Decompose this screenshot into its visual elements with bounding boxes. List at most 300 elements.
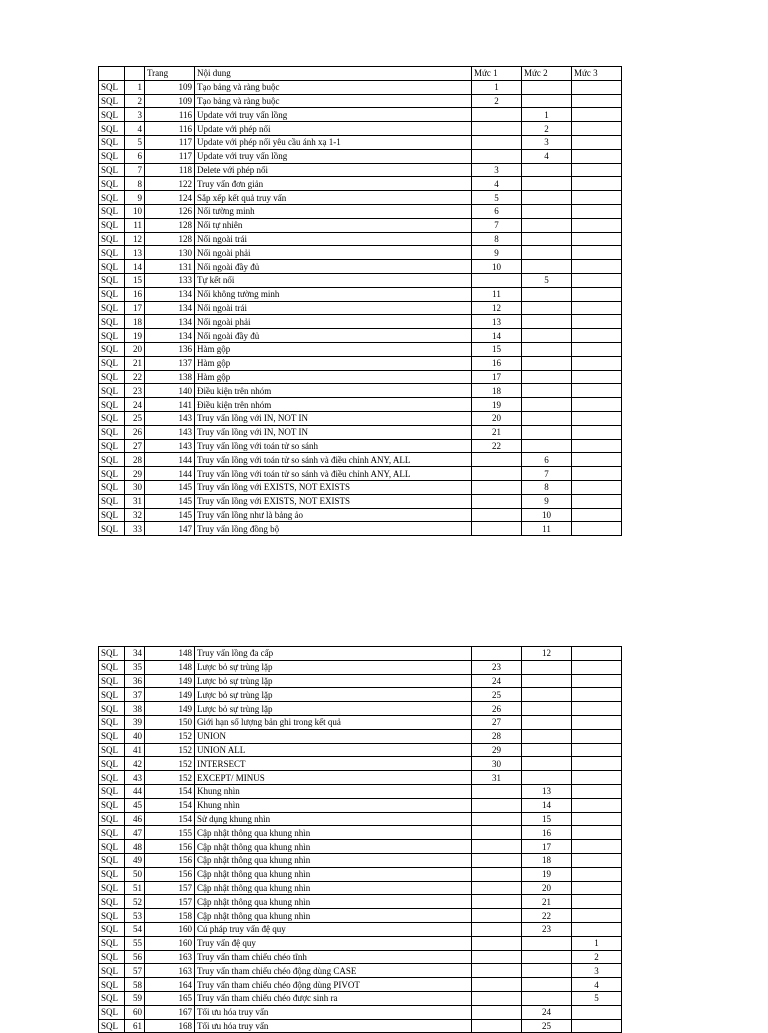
cell-sql: SQL bbox=[99, 798, 125, 812]
cell-sql: SQL bbox=[99, 177, 125, 191]
cell-level-1: 26 bbox=[472, 702, 522, 716]
cell-page: 143 bbox=[145, 411, 195, 425]
cell-level-3 bbox=[572, 384, 622, 398]
cell-sql: SQL bbox=[99, 674, 125, 688]
cell-level-1: 30 bbox=[472, 757, 522, 771]
cell-number: 50 bbox=[125, 867, 145, 881]
cell-level-2: 14 bbox=[522, 798, 572, 812]
cell-level-3: 5 bbox=[572, 991, 622, 1005]
cell-level-1 bbox=[472, 149, 522, 163]
cell-sql: SQL bbox=[99, 384, 125, 398]
cell-level-2 bbox=[522, 757, 572, 771]
cell-level-3 bbox=[572, 522, 622, 536]
cell-level-3 bbox=[572, 1019, 622, 1033]
cell-level-2 bbox=[522, 246, 572, 260]
cell-page: 158 bbox=[145, 909, 195, 923]
cell-content: Truy vấn lồng với IN, NOT IN bbox=[195, 425, 472, 439]
cell-level-1 bbox=[472, 867, 522, 881]
table-row bbox=[99, 798, 622, 812]
cell-page: 145 bbox=[145, 480, 195, 494]
cell-page: 126 bbox=[145, 204, 195, 218]
cell-content: Lược bỏ sự trùng lặp bbox=[195, 688, 472, 702]
cell-level-3 bbox=[572, 798, 622, 812]
cell-level-1 bbox=[472, 840, 522, 854]
cell-sql: SQL bbox=[99, 246, 125, 260]
cell-content: Hàm gộp bbox=[195, 370, 472, 384]
cell-level-3 bbox=[572, 508, 622, 522]
cell-content: Cú pháp truy vấn đệ quy bbox=[195, 922, 472, 936]
cell-content: Truy vấn lồng với toán tử so sánh và điều chỉnh ANY, ALL bbox=[195, 453, 472, 467]
table-row bbox=[99, 122, 622, 136]
cell-sql: SQL bbox=[99, 508, 125, 522]
cell-page: 117 bbox=[145, 149, 195, 163]
cell-page: 130 bbox=[145, 246, 195, 260]
cell-content: Truy vấn lồng với EXISTS, NOT EXISTS bbox=[195, 494, 472, 508]
cell-level-3 bbox=[572, 398, 622, 412]
cell-content: Tạo bảng và ràng buộc bbox=[195, 80, 472, 94]
cell-level-1 bbox=[472, 1005, 522, 1019]
table-row bbox=[99, 895, 622, 909]
cell-number: 42 bbox=[125, 757, 145, 771]
cell-page: 134 bbox=[145, 315, 195, 329]
cell-number: 41 bbox=[125, 743, 145, 757]
cell-number: 36 bbox=[125, 674, 145, 688]
cell-number: 23 bbox=[125, 384, 145, 398]
cell-level-3 bbox=[572, 702, 622, 716]
cell-level-3 bbox=[572, 771, 622, 785]
cell-page: 145 bbox=[145, 494, 195, 508]
cell-level-2 bbox=[522, 936, 572, 950]
cell-level-3 bbox=[572, 315, 622, 329]
cell-sql: SQL bbox=[99, 991, 125, 1005]
cell-level-1: 14 bbox=[472, 329, 522, 343]
cell-sql: SQL bbox=[99, 370, 125, 384]
table-row bbox=[99, 163, 622, 177]
cell-level-1: 24 bbox=[472, 674, 522, 688]
cell-level-1: 21 bbox=[472, 425, 522, 439]
cell-content: Hàm gộp bbox=[195, 356, 472, 370]
table-row bbox=[99, 729, 622, 743]
cell-page: 156 bbox=[145, 853, 195, 867]
cell-page: 136 bbox=[145, 342, 195, 356]
cell-content: Nối ngoài đầy đủ bbox=[195, 260, 472, 274]
cell-sql: SQL bbox=[99, 936, 125, 950]
table-row bbox=[99, 108, 622, 122]
table-row bbox=[99, 771, 622, 785]
cell-sql: SQL bbox=[99, 329, 125, 343]
table-row bbox=[99, 978, 622, 992]
cell-level-3 bbox=[572, 356, 622, 370]
header-row bbox=[99, 67, 622, 81]
cell-level-3 bbox=[572, 191, 622, 205]
cell-level-3 bbox=[572, 94, 622, 108]
cell-sql: SQL bbox=[99, 784, 125, 798]
cell-level-2: 8 bbox=[522, 480, 572, 494]
cell-level-1: 6 bbox=[472, 204, 522, 218]
cell-level-1: 28 bbox=[472, 729, 522, 743]
cell-level-3 bbox=[572, 163, 622, 177]
cell-page: 109 bbox=[145, 94, 195, 108]
cell-level-3 bbox=[572, 812, 622, 826]
cell-content: Delete với phép nối bbox=[195, 163, 472, 177]
cell-level-2 bbox=[522, 329, 572, 343]
cell-level-3 bbox=[572, 840, 622, 854]
cell-number: 43 bbox=[125, 771, 145, 785]
cell-level-2 bbox=[522, 356, 572, 370]
cell-sql: SQL bbox=[99, 964, 125, 978]
cell-level-1 bbox=[472, 122, 522, 136]
cell-level-2 bbox=[522, 439, 572, 453]
cell-number: 51 bbox=[125, 881, 145, 895]
cell-sql: SQL bbox=[99, 232, 125, 246]
table-row bbox=[99, 218, 622, 232]
cell-level-1: 20 bbox=[472, 411, 522, 425]
cell-content: Truy vấn lồng với toán tử so sánh bbox=[195, 439, 472, 453]
table-row bbox=[99, 715, 622, 729]
cell-content: Khung nhìn bbox=[195, 784, 472, 798]
cell-number: 30 bbox=[125, 480, 145, 494]
cell-level-2 bbox=[522, 425, 572, 439]
cell-level-3 bbox=[572, 647, 622, 661]
table-row bbox=[99, 273, 622, 287]
table-row bbox=[99, 177, 622, 191]
table-row bbox=[99, 329, 622, 343]
cell-page: 148 bbox=[145, 647, 195, 661]
cell-content: Điều kiện trên nhóm bbox=[195, 384, 472, 398]
cell-number: 61 bbox=[125, 1019, 145, 1033]
cell-level-2: 6 bbox=[522, 453, 572, 467]
cell-sql: SQL bbox=[99, 978, 125, 992]
cell-number: 44 bbox=[125, 784, 145, 798]
cell-level-1 bbox=[472, 480, 522, 494]
table-row bbox=[99, 453, 622, 467]
cell-level-1: 12 bbox=[472, 301, 522, 315]
cell-sql: SQL bbox=[99, 453, 125, 467]
cell-sql: SQL bbox=[99, 647, 125, 661]
cell-level-1 bbox=[472, 1019, 522, 1033]
table-row bbox=[99, 246, 622, 260]
cell-level-1 bbox=[472, 922, 522, 936]
table-row bbox=[99, 494, 622, 508]
table-row bbox=[99, 149, 622, 163]
cell-content: Truy vấn lồng với EXISTS, NOT EXISTS bbox=[195, 480, 472, 494]
cell-level-2: 4 bbox=[522, 149, 572, 163]
table-row bbox=[99, 204, 622, 218]
cell-sql: SQL bbox=[99, 881, 125, 895]
cell-page: 116 bbox=[145, 108, 195, 122]
cell-level-3 bbox=[572, 329, 622, 343]
cell-level-3 bbox=[572, 439, 622, 453]
cell-content: INTERSECT bbox=[195, 757, 472, 771]
cell-number: 7 bbox=[125, 163, 145, 177]
cell-page: 137 bbox=[145, 356, 195, 370]
table-row bbox=[99, 660, 622, 674]
cell-number: 49 bbox=[125, 853, 145, 867]
cell-number: 57 bbox=[125, 964, 145, 978]
cell-page: 152 bbox=[145, 743, 195, 757]
cell-page: 122 bbox=[145, 177, 195, 191]
cell-level-3 bbox=[572, 715, 622, 729]
cell-level-1 bbox=[472, 853, 522, 867]
cell-sql: SQL bbox=[99, 398, 125, 412]
cell-sql: SQL bbox=[99, 688, 125, 702]
cell-content: Truy vấn tham chiếu chéo tĩnh bbox=[195, 950, 472, 964]
cell-sql: SQL bbox=[99, 1019, 125, 1033]
cell-page: 148 bbox=[145, 660, 195, 674]
cell-level-3 bbox=[572, 922, 622, 936]
cell-level-2 bbox=[522, 260, 572, 274]
cell-number: 32 bbox=[125, 508, 145, 522]
cell-number: 11 bbox=[125, 218, 145, 232]
cell-level-1: 23 bbox=[472, 660, 522, 674]
cell-sql: SQL bbox=[99, 315, 125, 329]
cell-page: 149 bbox=[145, 688, 195, 702]
cell-number: 3 bbox=[125, 108, 145, 122]
cell-sql: SQL bbox=[99, 702, 125, 716]
cell-level-1: 3 bbox=[472, 163, 522, 177]
cell-page: 165 bbox=[145, 991, 195, 1005]
cell-sql: SQL bbox=[99, 425, 125, 439]
cell-level-2: 16 bbox=[522, 826, 572, 840]
cell-sql: SQL bbox=[99, 757, 125, 771]
cell-sql: SQL bbox=[99, 163, 125, 177]
exercise-table-part-1 bbox=[98, 66, 622, 536]
cell-content: Nối ngoài đầy đủ bbox=[195, 329, 472, 343]
cell-content: UNION ALL bbox=[195, 743, 472, 757]
cell-level-2 bbox=[522, 688, 572, 702]
cell-sql: SQL bbox=[99, 840, 125, 854]
table-row bbox=[99, 301, 622, 315]
table-row bbox=[99, 812, 622, 826]
cell-level-3 bbox=[572, 246, 622, 260]
cell-level-3 bbox=[572, 232, 622, 246]
cell-page: 157 bbox=[145, 881, 195, 895]
cell-page: 134 bbox=[145, 329, 195, 343]
cell-content: Tự kết nối bbox=[195, 273, 472, 287]
cell-sql: SQL bbox=[99, 771, 125, 785]
cell-level-3 bbox=[572, 370, 622, 384]
table-row bbox=[99, 480, 622, 494]
cell-level-1 bbox=[472, 108, 522, 122]
cell-level-3 bbox=[572, 467, 622, 481]
cell-level-3 bbox=[572, 784, 622, 798]
cell-number: 20 bbox=[125, 342, 145, 356]
cell-page: 144 bbox=[145, 453, 195, 467]
cell-number: 45 bbox=[125, 798, 145, 812]
cell-level-1 bbox=[472, 453, 522, 467]
cell-level-2 bbox=[522, 715, 572, 729]
cell-page: 128 bbox=[145, 232, 195, 246]
cell-level-2: 2 bbox=[522, 122, 572, 136]
cell-level-2 bbox=[522, 702, 572, 716]
cell-page: 133 bbox=[145, 273, 195, 287]
table-row bbox=[99, 260, 622, 274]
cell-level-2 bbox=[522, 674, 572, 688]
cell-number: 19 bbox=[125, 329, 145, 343]
cell-level-1 bbox=[472, 895, 522, 909]
cell-content: Cập nhật thông qua khung nhìn bbox=[195, 840, 472, 854]
cell-content: Lược bỏ sự trùng lặp bbox=[195, 674, 472, 688]
cell-sql: SQL bbox=[99, 950, 125, 964]
cell-sql: SQL bbox=[99, 122, 125, 136]
cell-level-2: 3 bbox=[522, 135, 572, 149]
cell-number: 18 bbox=[125, 315, 145, 329]
cell-content: Nối ngoài trái bbox=[195, 232, 472, 246]
cell-level-2 bbox=[522, 218, 572, 232]
cell-sql: SQL bbox=[99, 260, 125, 274]
cell-page: 157 bbox=[145, 895, 195, 909]
table-row bbox=[99, 384, 622, 398]
cell-level-3 bbox=[572, 480, 622, 494]
cell-sql: SQL bbox=[99, 356, 125, 370]
cell-sql: SQL bbox=[99, 301, 125, 315]
cell-sql: SQL bbox=[99, 922, 125, 936]
cell-number: 17 bbox=[125, 301, 145, 315]
cell-level-2 bbox=[522, 384, 572, 398]
cell-content: Khung nhìn bbox=[195, 798, 472, 812]
cell-level-3: 4 bbox=[572, 978, 622, 992]
cell-page: 109 bbox=[145, 80, 195, 94]
table-row bbox=[99, 647, 622, 661]
cell-page: 143 bbox=[145, 439, 195, 453]
cell-sql: SQL bbox=[99, 108, 125, 122]
cell-level-2 bbox=[522, 163, 572, 177]
cell-page: 152 bbox=[145, 771, 195, 785]
cell-level-2: 19 bbox=[522, 867, 572, 881]
cell-sql: SQL bbox=[99, 494, 125, 508]
cell-level-1 bbox=[472, 647, 522, 661]
cell-level-3 bbox=[572, 273, 622, 287]
cell-level-3 bbox=[572, 494, 622, 508]
cell-page: 163 bbox=[145, 964, 195, 978]
table-row bbox=[99, 909, 622, 923]
cell-level-2 bbox=[522, 94, 572, 108]
table-row bbox=[99, 411, 622, 425]
table-row bbox=[99, 191, 622, 205]
table-row bbox=[99, 232, 622, 246]
cell-content: Điều kiện trên nhóm bbox=[195, 398, 472, 412]
cell-level-1: 7 bbox=[472, 218, 522, 232]
cell-number: 31 bbox=[125, 494, 145, 508]
cell-level-3 bbox=[572, 826, 622, 840]
cell-number: 24 bbox=[125, 398, 145, 412]
cell-content: Nối ngoài trái bbox=[195, 301, 472, 315]
cell-number: 4 bbox=[125, 122, 145, 136]
table-row bbox=[99, 80, 622, 94]
cell-level-3 bbox=[572, 867, 622, 881]
table-row bbox=[99, 757, 622, 771]
table-row bbox=[99, 398, 622, 412]
cell-number: 25 bbox=[125, 411, 145, 425]
cell-level-2: 10 bbox=[522, 508, 572, 522]
cell-page: 147 bbox=[145, 522, 195, 536]
cell-content: Cập nhật thông qua khung nhìn bbox=[195, 867, 472, 881]
cell-level-2 bbox=[522, 301, 572, 315]
cell-sql: SQL bbox=[99, 853, 125, 867]
cell-level-1 bbox=[472, 991, 522, 1005]
table-row bbox=[99, 964, 622, 978]
table-row bbox=[99, 936, 622, 950]
table-row bbox=[99, 1005, 622, 1019]
cell-level-2: 23 bbox=[522, 922, 572, 936]
cell-content: Nối ngoài phải bbox=[195, 315, 472, 329]
cell-level-1 bbox=[472, 467, 522, 481]
table-row bbox=[99, 922, 622, 936]
cell-level-3: 3 bbox=[572, 964, 622, 978]
cell-level-3 bbox=[572, 853, 622, 867]
table-row bbox=[99, 853, 622, 867]
cell-number: 53 bbox=[125, 909, 145, 923]
cell-number: 54 bbox=[125, 922, 145, 936]
cell-level-1: 10 bbox=[472, 260, 522, 274]
cell-page: 163 bbox=[145, 950, 195, 964]
cell-level-2: 25 bbox=[522, 1019, 572, 1033]
cell-number: 39 bbox=[125, 715, 145, 729]
cell-number: 56 bbox=[125, 950, 145, 964]
cell-sql: SQL bbox=[99, 135, 125, 149]
cell-level-1 bbox=[472, 950, 522, 964]
cell-level-1 bbox=[472, 881, 522, 895]
cell-level-2 bbox=[522, 177, 572, 191]
cell-level-3 bbox=[572, 80, 622, 94]
cell-number: 16 bbox=[125, 287, 145, 301]
cell-level-1: 25 bbox=[472, 688, 522, 702]
cell-number: 22 bbox=[125, 370, 145, 384]
cell-level-1: 8 bbox=[472, 232, 522, 246]
header-blank-2 bbox=[125, 67, 145, 81]
cell-level-3 bbox=[572, 757, 622, 771]
cell-level-2 bbox=[522, 342, 572, 356]
table-row bbox=[99, 508, 622, 522]
cell-page: 144 bbox=[145, 467, 195, 481]
cell-level-1 bbox=[472, 273, 522, 287]
table-row bbox=[99, 881, 622, 895]
cell-level-2: 17 bbox=[522, 840, 572, 854]
cell-page: 154 bbox=[145, 798, 195, 812]
cell-content: Update với phép nối yêu cầu ánh xạ 1-1 bbox=[195, 135, 472, 149]
table-row bbox=[99, 950, 622, 964]
cell-level-2: 21 bbox=[522, 895, 572, 909]
table-row bbox=[99, 784, 622, 798]
cell-level-1: 19 bbox=[472, 398, 522, 412]
cell-level-2: 24 bbox=[522, 1005, 572, 1019]
cell-number: 9 bbox=[125, 191, 145, 205]
cell-level-2 bbox=[522, 398, 572, 412]
cell-sql: SQL bbox=[99, 522, 125, 536]
cell-level-2 bbox=[522, 80, 572, 94]
cell-number: 2 bbox=[125, 94, 145, 108]
cell-level-2 bbox=[522, 964, 572, 978]
cell-level-1 bbox=[472, 936, 522, 950]
cell-number: 14 bbox=[125, 260, 145, 274]
cell-number: 27 bbox=[125, 439, 145, 453]
cell-sql: SQL bbox=[99, 729, 125, 743]
cell-number: 48 bbox=[125, 840, 145, 854]
cell-page: 154 bbox=[145, 784, 195, 798]
table-row bbox=[99, 315, 622, 329]
cell-number: 5 bbox=[125, 135, 145, 149]
cell-sql: SQL bbox=[99, 149, 125, 163]
cell-level-3 bbox=[572, 674, 622, 688]
cell-level-2: 18 bbox=[522, 853, 572, 867]
cell-level-1 bbox=[472, 798, 522, 812]
cell-content: Tối ưu hóa truy vấn bbox=[195, 1005, 472, 1019]
table-row bbox=[99, 867, 622, 881]
table-row bbox=[99, 1019, 622, 1033]
cell-level-1: 22 bbox=[472, 439, 522, 453]
header-muc-1: Mức 1 bbox=[472, 67, 522, 81]
cell-content: Hàm gộp bbox=[195, 342, 472, 356]
